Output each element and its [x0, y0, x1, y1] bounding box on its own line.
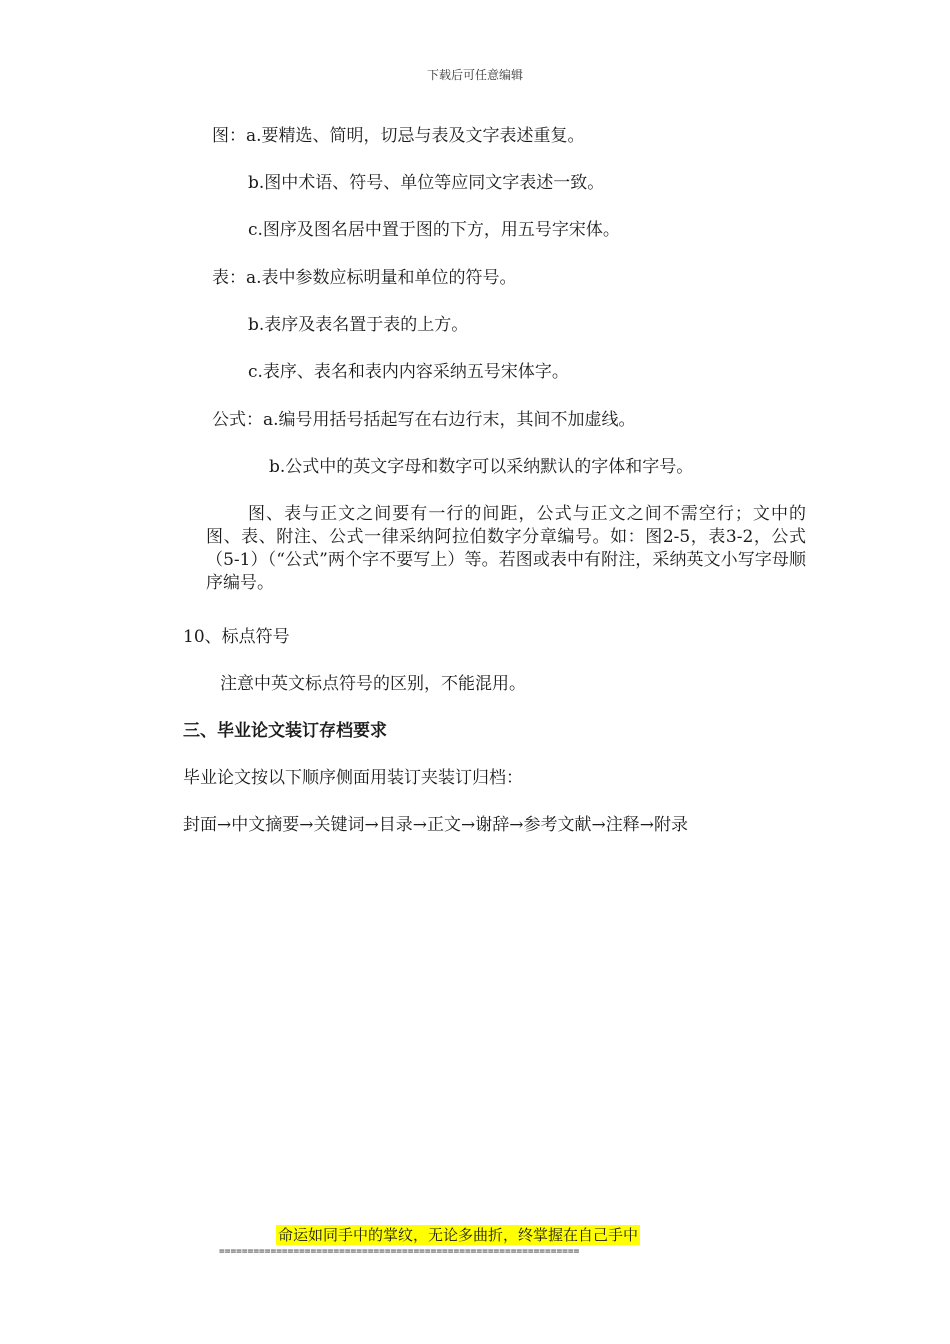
table-label: 表：: [212, 268, 246, 288]
table-rule-a: [212, 266, 517, 290]
figure-label: 图：: [212, 126, 246, 146]
figure-rule-a: [212, 124, 585, 148]
table-rule-a-text: a.表中参数应标明量和单位的符号。: [246, 268, 517, 288]
figure-rule-b: b.图中术语、符号、单位等应同文字表述一致。: [248, 173, 605, 193]
spacing-paragraph: 图、表与正文之间要有一行的间距，公式与正文之间不需空行；文中的图、表、附注、公式一律采纳阿拉伯数字分章编号。如：图2-5，表3-2，公式（5-1）（“公式”两个字不要写上）等。若图或表中有附注，采纳英文小写字母顺序编号。: [206, 504, 806, 593]
formula-rule-a-text: a.编号用括号括起写在右边行末，其间不加虚线。: [263, 410, 636, 430]
formula-label: 公式：: [212, 410, 263, 430]
binding-order: 封面→中文摘要→关键词→目录→正文→谢辞→参考文献→注释→附录: [183, 815, 688, 835]
section3-heading: 三、毕业论文装订存档要求: [183, 721, 387, 741]
formula-rule-a: [212, 408, 636, 432]
formula-rule-b: b.公式中的英文字母和数字可以采纳默认的字体和字号。: [269, 457, 694, 477]
figure-rule-a-text: a.要精选、简明，切忌与表及文字表述重复。: [246, 126, 585, 146]
section10-heading: 10、标点符号: [183, 627, 290, 647]
table-rule-c: c.表序、表名和表内内容采纳五号宋体字。: [248, 362, 569, 382]
footer-rule: ===============================================================: [219, 1246, 580, 1257]
section10-body: 注意中英文标点符号的区别，不能混用。: [220, 674, 526, 694]
footer-quote: 命运如同手中的掌纹，无论多曲折，终掌握在自己手中: [278, 1226, 639, 1244]
figure-rule-c: c.图序及图名居中置于图的下方，用五号字宋体。: [248, 220, 620, 240]
section3-intro: 毕业论文按以下顺序侧面用装订夹装订归档：: [183, 768, 523, 788]
page-header: 下载后可任意编辑: [426, 68, 523, 82]
table-rule-b: b.表序及表名置于表的上方。: [248, 315, 469, 335]
